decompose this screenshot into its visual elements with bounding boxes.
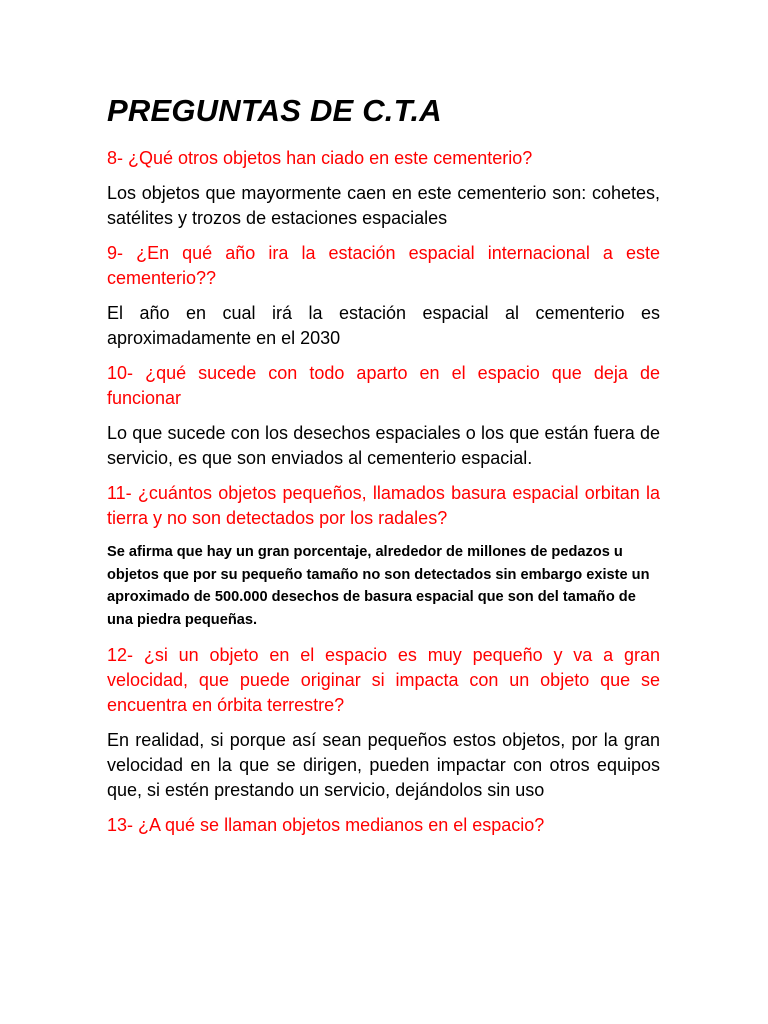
question-9: 9- ¿En qué año ira la estación espacial internacional a este cementerio?? xyxy=(107,243,660,288)
question-11: 11- ¿cuántos objetos pequeños, llamados basura espacial orbitan la tierra y no son detectados por los radales? xyxy=(107,483,660,528)
answer-10: Lo que sucede con los desechos espaciales o los que están fuera de servicio, es que son enviados al cementerio espacial. xyxy=(107,423,660,468)
answer-12: En realidad, si porque así sean pequeños estos objetos, por la gran velocidad en la que se dirigen, pueden impactar con otros equipos que, si estén prestando un servicio, dejándolos sin uso xyxy=(107,730,660,800)
answer-8: Los objetos que mayormente caen en este cementerio son: cohetes, satélites y trozos de estaciones espaciales xyxy=(107,183,660,228)
question-8: 8- ¿Qué otros objetos han ciado en este cementerio? xyxy=(107,148,533,168)
question-13: 13- ¿A qué se llaman objetos medianos en el espacio? xyxy=(107,815,545,835)
answer-11: Se afirma que hay un gran porcentaje, alrededor de millones de pedazos u objetos que por su pequeño tamaño no son detectados sin embargo existe un aproximado de 500.000 desechos de basura espacial que son del tamaño de una piedra pequeñas. xyxy=(107,544,650,628)
document-page xyxy=(107,90,660,848)
page-title: PREGUNTAS DE C.T.A xyxy=(107,93,442,128)
question-10: 10- ¿qué sucede con todo aparto en el espacio que deja de funcionar xyxy=(107,363,660,408)
question-12: 12- ¿si un objeto en el espacio es muy pequeño y va a gran velocidad, que puede originar si impacta con un objeto que se encuentra en órbita terrestre? xyxy=(107,645,660,715)
answer-9: El año en cual irá la estación espacial al cementerio es aproximadamente en el 2030 xyxy=(107,303,660,348)
